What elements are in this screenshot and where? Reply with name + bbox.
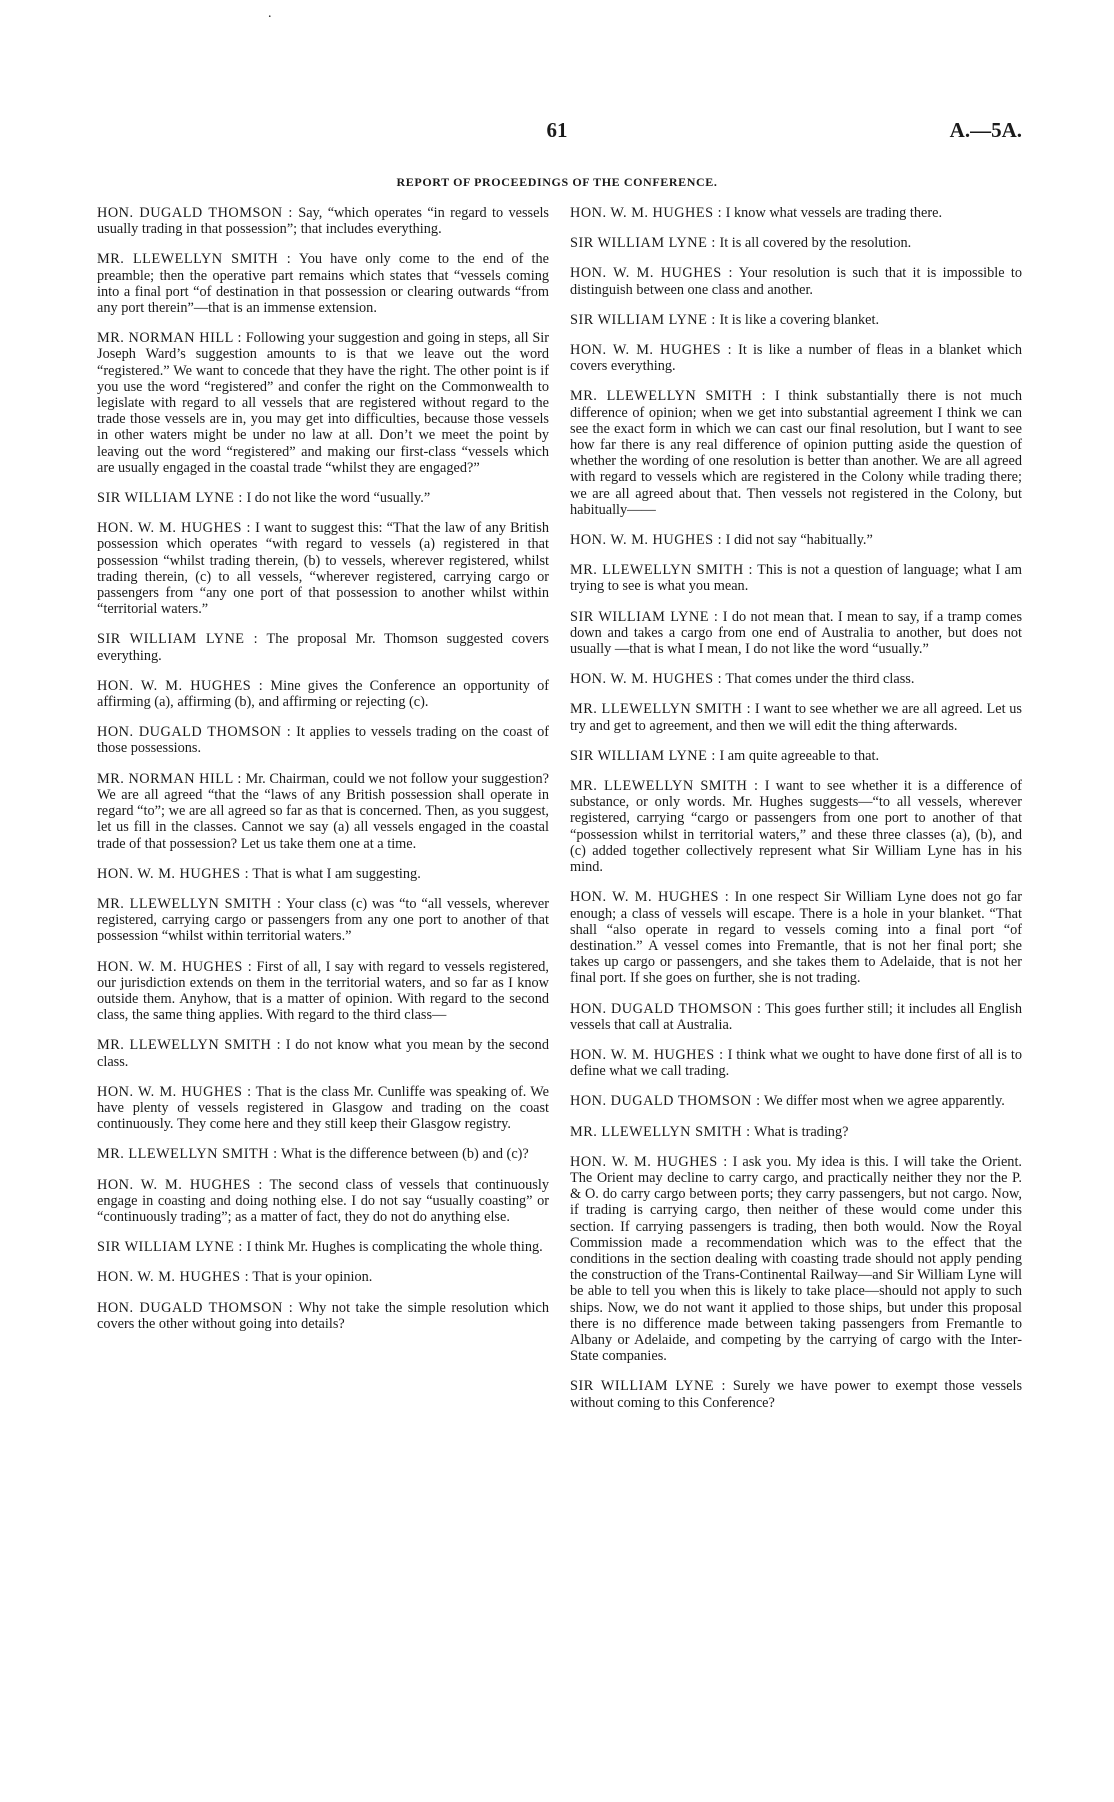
speaker-name: MR. LLEWELLYN SMITH : [97,895,282,912]
speech-paragraph [570,235,1022,251]
speech-paragraph [570,562,1022,594]
speaker-name: HON. W. M. HUGHES : [97,1269,250,1286]
speech-text: I ask you. My idea is this. I will take the Orient. The Orient may decline to carry cargo, and practically neither they nor the P. & O. do carry cargo between ports; they carry passengers, but not cargo. Now, if trading is carrying cargo, then neither of these would come under this section. If carrying passengers is trading, then both would. Now the Royal Commission made a recommendation which was to the effect that the conditions in the section dealing with coasting trade should not apply pending the construction of the Trans-Continental Railway—and Sir William Lyne will be able to tell you when this is likely to take place—should not apply to such ships. Now, we do not want it applied to those ships, but under this proposal there is no difference made between taking passengers from Fremantle to Albany or Adelaide, and competing by the carrying of cargo with the Inter-State companies. [570,1153,1022,1365]
speech-text: First of all, I say with regard to vessels registered, our jurisdiction extends on them in the territorial waters, and so far as I know outside them. Anyhow, that is a matter of opinion. With regard to the second class, the same thing applies. With regard to the third class— [97,958,549,1024]
speech-text: What is the difference between (b) and (c)? [280,1146,529,1163]
speech-paragraph [570,312,1022,328]
speech-paragraph [97,520,549,617]
speaker-name: SIR WILLIAM LYNE : [570,311,716,328]
speech-text: What is trading? [753,1123,849,1140]
speech-paragraph [570,1378,1022,1410]
speech-text: I do not mean that. I mean to say, if a tramp comes down and takes a cargo from one end of Australia to another, but does not usually —that is what I mean, I do not like the word “usually.” [570,608,1023,658]
page-number: 61 [546,118,568,142]
speaker-name: HON. W. M. HUGHES : [570,265,733,282]
speech-text: This is not a question of language; what I am trying to see is what you mean. [570,562,1022,595]
speech-text: Following your suggestion and going in steps, all Sir Joseph Ward’s suggestion amounts to is that we leave out the word “registered.” We want to concede that they have the right. The other point is if you use the word “registered” and confer the right on the Commonwealth to legislate with regard to all vessels that are registered without regard to the trade those vessels are in, you may get into difficulties, because those vessels in other waters might be under no law at all. Don’t we meet the point by leaving out the word “registered” and making our first-class “vessels which are usually engaged in the coastal trade “whilst they are engaged?” [97,330,550,476]
speech-paragraph [97,631,549,663]
right-column [570,205,1022,1425]
speech-text: You have only come to the end of the preamble; then the operative part remains which states that “vessels coming into a final port “of destination in that possession or clearing outwards “from any port therein”—that is an immense extension. [97,251,549,317]
speech-paragraph [97,678,549,710]
speaker-name: MR. LLEWELLYN SMITH : [570,562,754,579]
speech-paragraph [97,1269,549,1285]
speech-paragraph [97,330,549,476]
speech-text: Why not take the simple resolution which covers the other without going into details? [97,1299,549,1332]
speech-text: Mine gives the Conference an opportunity of affirming (a), affirming (b), and affirming or rejecting (c). [97,677,549,711]
speech-text: In one respect Sir William Lyne does not go far enough; a class of vessels will escape. There is a hole in your blanket. “That shall “also operate in regard to vessels coming into a final port “of destination.” A vessel comes into Fremantle, that is not her final port; she takes up cargo or passengers, and she takes them to Adelaide, that is not her final port. If she goes on further, she is not trading. [570,889,1022,987]
speaker-name: HON. W. M. HUGHES : [97,1176,263,1193]
speech-paragraph [570,889,1022,986]
speech-text: I am quite agreeable to that. [719,747,880,764]
speaker-name: SIR WILLIAM LYNE : [97,490,243,507]
speaker-name: SIR WILLIAM LYNE : [570,235,716,252]
speaker-name: HON. W. M. HUGHES : [570,889,730,906]
speaker-name: MR. LLEWELLYN SMITH : [570,1123,751,1140]
speech-text: That is what I am suggesting. [252,865,421,882]
speech-paragraph [570,671,1022,687]
speech-paragraph [570,205,1022,221]
speaker-name: HON. DUGALD THOMSON : [97,724,292,741]
speech-text: We differ most when we agree apparently. [763,1093,1005,1110]
speaker-name: MR. LLEWELLYN SMITH : [570,701,752,718]
document-code: A.—5A. [949,118,1022,142]
speaker-name: HON. W. M. HUGHES : [570,671,723,688]
speech-text: Mr. Chairman, could we not follow your suggestion? We are all agreed “that the “laws of any British possession shall operate in regard “to”; we are all agreed so far as that is concerned. Then, as you suggest, let us fill in the classes. Cannot we say (a) all vessels engaged in the coastal trade of that possession? Let us take them one at a time. [97,770,549,852]
speech-paragraph [97,1177,549,1226]
speech-paragraph [97,251,549,316]
speech-text: I did not say “habitually.” [725,532,873,549]
speech-text: That comes under the third class. [725,671,915,688]
speech-text: I do not like the word “usually.” [246,490,431,507]
speech-paragraph [97,959,549,1024]
speaker-name: HON. W. M. HUGHES : [570,342,733,359]
speech-text: It is all covered by the resolution. [719,235,912,252]
speech-text: It applies to vessels trading on the coast of those possessions. [97,724,550,757]
speech-text: Your class (c) was “to “all vessels, wherever registered, carrying cargo or passengers from any one port to another of that possession “whilst within territorial waters.” [97,895,549,945]
speech-paragraph [97,896,549,945]
speech-paragraph [97,490,549,506]
speech-text: I want to suggest this: “That the law of any British possession which operates “with regard to vessels (a) registered in that possession “whilst trading therein, (b) to vessels, wherever registered, whilst trading therein, (c) to all vessels, “wherever registered, carrying cargo or passengers from “any one port of that possession to another whilst within “territorial waters.” [97,520,549,618]
speaker-name: HON. DUGALD THOMSON : [97,205,293,221]
speaker-name: HON. DUGALD THOMSON : [570,1000,762,1017]
speaker-name: HON. W. M. HUGHES : [570,1046,724,1063]
speech-text: I do not know what you mean by the second class. [97,1037,549,1070]
speech-paragraph [97,724,549,756]
speech-paragraph [570,388,1022,518]
speech-paragraph [97,1146,549,1162]
running-head: REPORT OF PROCEEDINGS OF THE CONFERENCE. [396,175,718,189]
speech-text: Surely we have power to exempt those vessels without coming to this Conference? [570,1378,1023,1411]
speaker-name: HON. W. M. HUGHES : [97,865,250,882]
speaker-name: MR. LLEWELLYN SMITH : [97,1146,278,1163]
speaker-name: HON. W. M. HUGHES : [570,1153,728,1170]
speech-paragraph [97,1084,549,1133]
speaker-name: SIR WILLIAM LYNE : [570,747,716,764]
speech-paragraph [570,1154,1022,1365]
speech-text: I think Mr. Hughes is complicating the whole thing. [246,1239,543,1256]
speech-paragraph [570,1001,1022,1033]
speaker-name: HON. W. M. HUGHES : [570,205,723,221]
speaker-name: HON. W. M. HUGHES : [570,532,723,549]
speaker-name: MR. LLEWELLYN SMITH : [570,778,759,795]
speech-text: This goes further still; it includes all English vessels that call at Australia. [570,1000,1023,1033]
speaker-name: MR. NORMAN HILL : [97,330,242,347]
speech-paragraph [570,1093,1022,1109]
speech-paragraph [570,265,1022,297]
speaker-name: HON. W. M. HUGHES : [97,520,252,537]
speaker-name: SIR WILLIAM LYNE : [570,1378,726,1395]
speaker-name: MR. LLEWELLYN SMITH : [570,388,767,405]
speech-text: The proposal Mr. Thomson suggested covers everything. [97,631,549,664]
speech-text: Your resolution is such that it is impossible to distinguish between one class and another. [570,265,1023,298]
speech-paragraph [97,866,549,882]
speech-text: Say, “which operates “in regard to vessels usually trading in that possession”; that includes everything. [97,205,549,238]
speaker-name: HON. DUGALD THOMSON : [97,1299,294,1316]
speech-paragraph [570,1124,1022,1140]
speech-text: I want to see whether it is a difference of substance, or only words. Mr. Hughes suggests—“to all vessels, wherever registered, carrying “cargo or passengers from one port to another of that “possession whilst in territorial waters,” and these three classes (a), (b), and (c) added together collectively represent what Sir William Lyne has in his mind. [570,778,1022,876]
speech-paragraph [97,205,549,237]
speech-paragraph [570,1047,1022,1079]
speech-paragraph [97,771,549,852]
speech-text: I want to see whether we are all agreed. Let us try and get to agreement, and then we will edit the thing afterwards. [570,701,1022,734]
speech-text: I think what we ought to have done first of all is to define what we call trading. [570,1046,1022,1080]
speaker-name: MR. NORMAN HILL : [97,770,242,787]
speaker-name: SIR WILLIAM LYNE : [97,1239,243,1256]
speaker-name: MR. LLEWELLYN SMITH : [97,251,292,268]
speck-mark: . [268,6,272,21]
speech-text: That is your opinion. [252,1269,373,1286]
speaker-name: MR. LLEWELLYN SMITH : [97,1037,282,1054]
speech-text: It is like a covering blanket. [719,311,880,328]
speech-text: That is the class Mr. Cunliffe was speaking of. We have plenty of vessels registered in Glasgow and trading on the coast continuously. They come here and they still keep their Glasgow registry. [97,1083,549,1133]
speaker-name: HON. W. M. HUGHES : [97,677,264,694]
speech-paragraph [570,609,1022,658]
speech-paragraph [97,1300,549,1332]
left-column [97,205,549,1346]
speech-text: It is like a number of fleas in a blanket which covers everything. [570,342,1022,375]
speaker-name: SIR WILLIAM LYNE : [570,608,719,625]
speaker-name: SIR WILLIAM LYNE : [97,631,259,648]
speech-paragraph [570,748,1022,764]
speech-text: I think substantially there is not much difference of opinion; when we get into substantial agreement I think we can see the exact form in which we can cast our final resolution, but I want to see how far there is any real difference of opinion putting aside the question of whether the wording of one resolution is better than another. We are all agreed with regard to vessels which are registered in the Colony while trading there; we are all agreed about that. Then vessels not registered in the Colony, but habitually—— [570,388,1023,518]
speech-text: I know what vessels are trading there. [725,205,943,221]
speech-paragraph [570,701,1022,733]
speech-paragraph [570,532,1022,548]
speaker-name: HON. W. M. HUGHES : [97,1083,252,1100]
speaker-name: HON. DUGALD THOMSON : [570,1093,761,1110]
speech-paragraph [570,778,1022,875]
speech-paragraph [97,1239,549,1255]
speech-paragraph [570,342,1022,374]
speech-paragraph [97,1037,549,1069]
speech-text: The second class of vessels that continuously engage in coasting and doing nothing else. I do not say “usually coasting” or “continuously trading”; as a matter of fact, they do not do anything else. [97,1176,549,1225]
speaker-name: HON. W. M. HUGHES : [97,958,253,975]
